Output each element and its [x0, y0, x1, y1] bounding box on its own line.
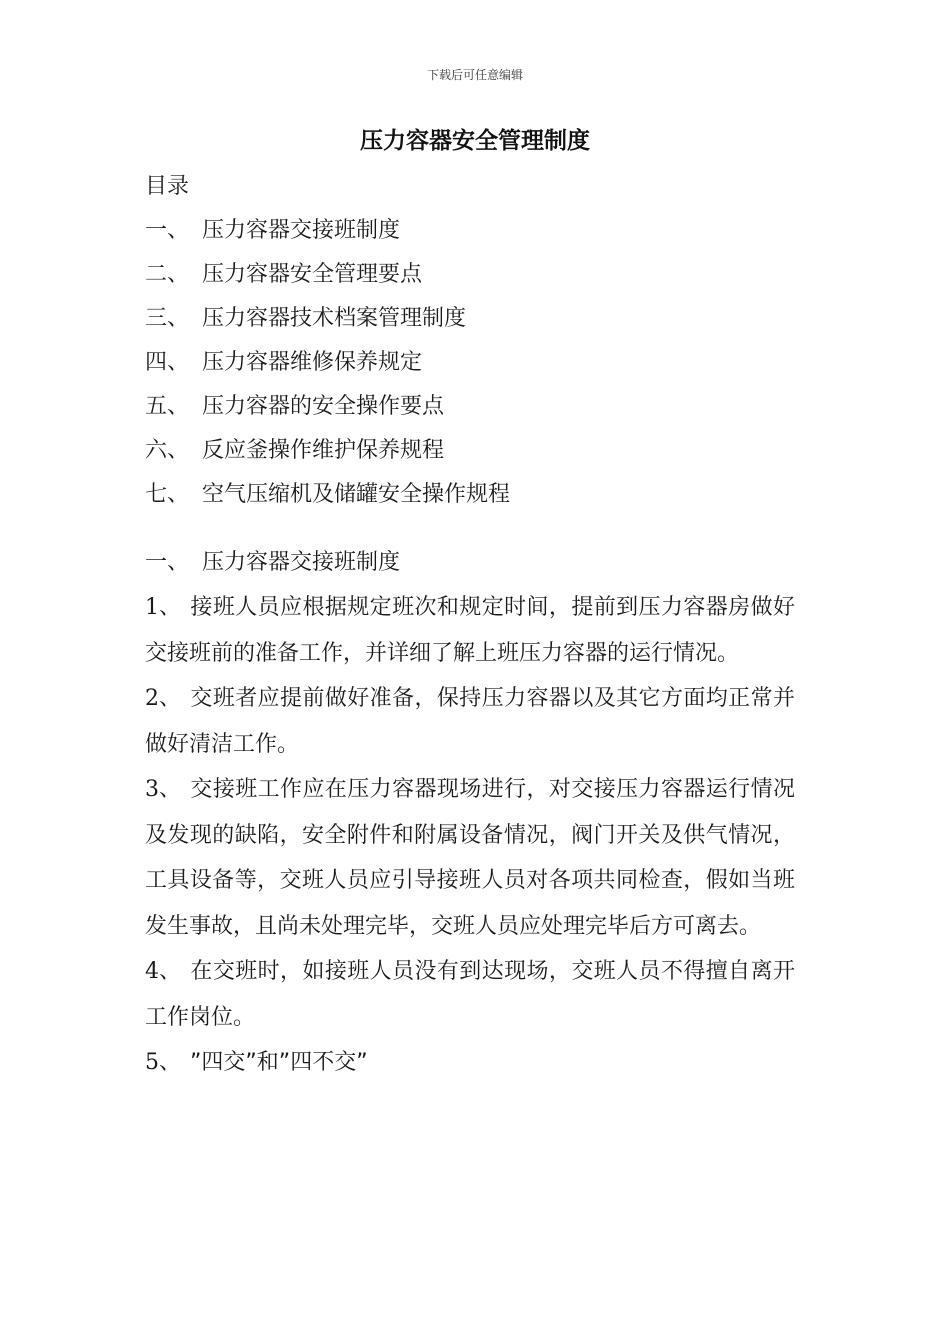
paragraph [145, 1040, 795, 1086]
paragraph [145, 676, 795, 767]
toc-item [145, 473, 795, 517]
paragraph-text: 接班人员应根据规定班次和规定时间，提前到压力容器房做好交接班前的准备工作，并详细了解上班压力容器的运行情况。 [145, 595, 795, 666]
paragraph-text: 在交班时，如接班人员没有到达现场，交班人员不得擅自离开工作岗位。 [145, 959, 795, 1030]
paragraph-text: ”四交”和”四不交” [190, 1050, 368, 1075]
paragraph-number: 2、 [145, 686, 181, 711]
toc-item-number: 四、 [145, 350, 190, 375]
document-body [145, 165, 795, 1086]
toc-item-number: 一、 [145, 218, 190, 243]
toc-item-number: 七、 [145, 482, 190, 507]
toc-item-label: 压力容器技术档案管理制度 [202, 306, 467, 331]
header-note: 下载后可任意编辑 [426, 68, 523, 82]
paragraph-text: 交接班工作应在压力容器现场进行，对交接压力容器运行情况及发现的缺陷，安全附件和附属设备情况，阀门开关及供气情况，工具设备等，交班人员应引导接班人员对各项共同检查，假如当班发生事故，且尚未处理完毕，交班人员应处理完毕后方可离去。 [145, 777, 795, 939]
paragraph-number: 3、 [145, 777, 181, 802]
toc-item-label: 压力容器维修保养规定 [202, 350, 423, 375]
toc-item-number: 五、 [145, 394, 190, 419]
toc-item-label: 空气压缩机及储罐安全操作规程 [202, 482, 511, 507]
section-handover [145, 541, 795, 1086]
toc-item [145, 209, 795, 253]
toc-list [145, 209, 795, 517]
paragraph [145, 767, 795, 949]
paragraph [145, 585, 795, 676]
paragraph-number: 1、 [145, 595, 181, 620]
toc-heading: 目录 [145, 174, 190, 199]
paragraph-number: 5、 [145, 1050, 181, 1075]
toc-item [145, 385, 795, 429]
toc-item-number: 二、 [145, 262, 190, 287]
toc-item-number: 六、 [145, 438, 190, 463]
toc-item-label: 压力容器交接班制度 [202, 218, 401, 243]
section-number: 一、 [145, 550, 190, 575]
toc-item-number: 三、 [145, 306, 190, 331]
paragraph-text: 交班者应提前做好准备，保持压力容器以及其它方面均正常并做好清洁工作。 [145, 686, 795, 757]
document-title: 压力容器安全管理制度 [360, 128, 590, 154]
section-heading [145, 541, 795, 585]
section-title: 压力容器交接班制度 [202, 550, 401, 575]
paragraph-number: 4、 [145, 959, 181, 984]
toc-item [145, 253, 795, 297]
toc-item-label: 压力容器安全管理要点 [202, 262, 423, 287]
toc-item [145, 297, 795, 341]
toc-item [145, 341, 795, 385]
toc-item [145, 429, 795, 473]
toc-item-label: 反应釜操作维护保养规程 [202, 438, 445, 463]
paragraph [145, 949, 795, 1040]
toc-item-label: 压力容器的安全操作要点 [202, 394, 445, 419]
